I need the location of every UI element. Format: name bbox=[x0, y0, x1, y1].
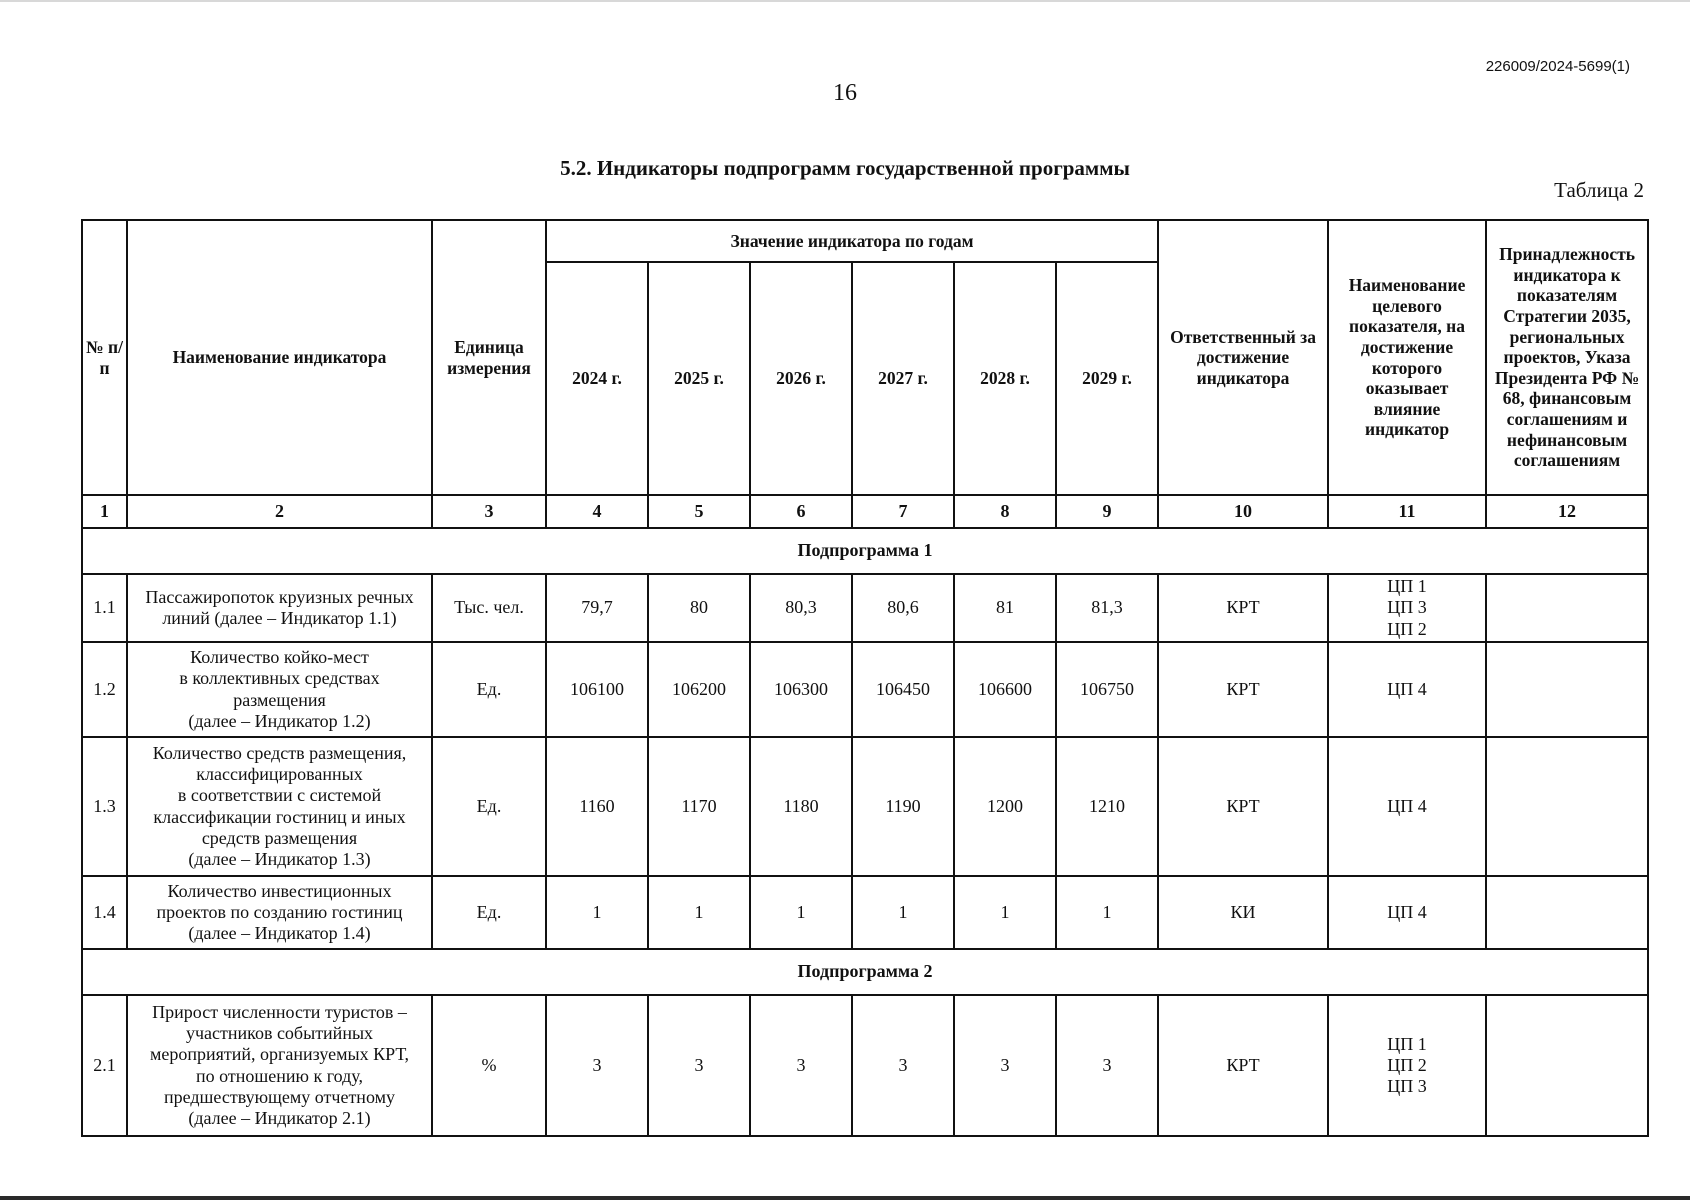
value-2027: 1 bbox=[852, 876, 954, 949]
value-2029: 1210 bbox=[1056, 737, 1158, 876]
document-id: 226009/2024-5699(1) bbox=[1485, 58, 1630, 75]
column-numbers-row bbox=[82, 495, 1648, 528]
value-2025: 3 bbox=[648, 995, 750, 1136]
target-indicator: ЦП 1 ЦП 3 ЦП 2 bbox=[1328, 574, 1486, 642]
indicator-row bbox=[82, 876, 1648, 949]
indicator-row bbox=[82, 642, 1648, 737]
header-target-indicator: Наименование целевого показателя, на достижение которого оказывает влияние индикатор bbox=[1328, 220, 1486, 495]
indicator-name: Прирост численности туристов – участников событийных мероприятий, организуемых КРТ, по отношению к году, предшествующему отчетному (далее – Индикатор 2.1) bbox=[127, 995, 432, 1136]
responsible: КРТ bbox=[1158, 642, 1328, 737]
column-number: 6 bbox=[750, 495, 852, 528]
column-number: 4 bbox=[546, 495, 648, 528]
value-2028: 1200 bbox=[954, 737, 1056, 876]
value-2028: 106600 bbox=[954, 642, 1056, 737]
subprogram-title: Подпрограмма 1 bbox=[82, 528, 1648, 574]
column-number: 3 bbox=[432, 495, 546, 528]
unit: Ед. bbox=[432, 642, 546, 737]
responsible: КРТ bbox=[1158, 737, 1328, 876]
header-year-2026: 2026 г. bbox=[750, 262, 852, 495]
indicator-name: Количество средств размещения, классифицированных в соответствии с системой классификации гостиниц и иных средств размещения (далее – Индикатор 1.3) bbox=[127, 737, 432, 876]
section-title: 5.2. Индикаторы подпрограмм государственной программы bbox=[560, 156, 1130, 180]
value-2029: 1 bbox=[1056, 876, 1158, 949]
unit: Тыс. чел. bbox=[432, 574, 546, 642]
row-num: 1.4 bbox=[82, 876, 127, 949]
row-num: 1.2 bbox=[82, 642, 127, 737]
header-year-2024: 2024 г. bbox=[546, 262, 648, 495]
table-caption: Таблица 2 bbox=[1554, 178, 1644, 202]
value-2025: 106200 bbox=[648, 642, 750, 737]
unit: Ед. bbox=[432, 737, 546, 876]
header-num: № п/п bbox=[82, 220, 127, 495]
value-2026: 80,3 bbox=[750, 574, 852, 642]
subprogram-row bbox=[82, 528, 1648, 574]
column-number: 7 bbox=[852, 495, 954, 528]
column-number: 2 bbox=[127, 495, 432, 528]
value-2028: 3 bbox=[954, 995, 1056, 1136]
header-unit: Единица измерения bbox=[432, 220, 546, 495]
column-number: 9 bbox=[1056, 495, 1158, 528]
indicator-row bbox=[82, 737, 1648, 876]
value-2026: 106300 bbox=[750, 642, 852, 737]
header-indicator-name: Наименование индикатора bbox=[127, 220, 432, 495]
value-2024: 3 bbox=[546, 995, 648, 1136]
column-number: 1 bbox=[82, 495, 127, 528]
value-2026: 1 bbox=[750, 876, 852, 949]
value-2028: 81 bbox=[954, 574, 1056, 642]
value-2024: 1 bbox=[546, 876, 648, 949]
unit: Ед. bbox=[432, 876, 546, 949]
target-indicator: ЦП 4 bbox=[1328, 876, 1486, 949]
bottom-border-line bbox=[0, 1196, 1690, 1200]
belonging bbox=[1486, 737, 1648, 876]
column-number: 8 bbox=[954, 495, 1056, 528]
value-2029: 81,3 bbox=[1056, 574, 1158, 642]
responsible: КИ bbox=[1158, 876, 1328, 949]
header-responsible: Ответственный за достижение индикатора bbox=[1158, 220, 1328, 495]
header-year-2027: 2027 г. bbox=[852, 262, 954, 495]
responsible: КРТ bbox=[1158, 574, 1328, 642]
value-2028: 1 bbox=[954, 876, 1056, 949]
value-2026: 1180 bbox=[750, 737, 852, 876]
value-2029: 106750 bbox=[1056, 642, 1158, 737]
indicator-name: Пассажиропоток круизных речных линий (далее – Индикатор 1.1) bbox=[127, 574, 432, 642]
column-number: 5 bbox=[648, 495, 750, 528]
value-2025: 80 bbox=[648, 574, 750, 642]
header-values-by-year: Значение индикатора по годам bbox=[546, 220, 1158, 262]
header-year-2025: 2025 г. bbox=[648, 262, 750, 495]
header-year-2029: 2029 г. bbox=[1056, 262, 1158, 495]
value-2024: 106100 bbox=[546, 642, 648, 737]
subprogram-row bbox=[82, 949, 1648, 995]
belonging bbox=[1486, 642, 1648, 737]
value-2025: 1 bbox=[648, 876, 750, 949]
row-num: 1.1 bbox=[82, 574, 127, 642]
header-year-2028: 2028 г. bbox=[954, 262, 1056, 495]
top-border-line bbox=[0, 0, 1690, 2]
header-belonging: Принадлежность индикатора к показателям Стратегии 2035, региональных проектов, Указа Президента РФ № 68, финансовым соглашениям и нефинансовым соглашениям bbox=[1486, 220, 1648, 495]
subprogram-title: Подпрограмма 2 bbox=[82, 949, 1648, 995]
row-num: 2.1 bbox=[82, 995, 127, 1136]
value-2024: 79,7 bbox=[546, 574, 648, 642]
value-2027: 1190 bbox=[852, 737, 954, 876]
belonging bbox=[1486, 876, 1648, 949]
target-indicator: ЦП 4 bbox=[1328, 737, 1486, 876]
value-2025: 1170 bbox=[648, 737, 750, 876]
value-2029: 3 bbox=[1056, 995, 1158, 1136]
indicator-row bbox=[82, 995, 1648, 1136]
value-2024: 1160 bbox=[546, 737, 648, 876]
target-indicator: ЦП 4 bbox=[1328, 642, 1486, 737]
unit: % bbox=[432, 995, 546, 1136]
belonging bbox=[1486, 995, 1648, 1136]
page-number: 16 bbox=[833, 80, 857, 106]
value-2026: 3 bbox=[750, 995, 852, 1136]
indicators-table bbox=[81, 219, 1649, 1137]
value-2027: 106450 bbox=[852, 642, 954, 737]
indicator-row bbox=[82, 574, 1648, 642]
column-number: 11 bbox=[1328, 495, 1486, 528]
belonging bbox=[1486, 574, 1648, 642]
value-2027: 80,6 bbox=[852, 574, 954, 642]
target-indicator: ЦП 1 ЦП 2 ЦП 3 bbox=[1328, 995, 1486, 1136]
indicator-name: Количество койко-мест в коллективных средствах размещения (далее – Индикатор 1.2) bbox=[127, 642, 432, 737]
row-num: 1.3 bbox=[82, 737, 127, 876]
responsible: КРТ bbox=[1158, 995, 1328, 1136]
column-number: 10 bbox=[1158, 495, 1328, 528]
value-2027: 3 bbox=[852, 995, 954, 1136]
indicator-name: Количество инвестиционных проектов по созданию гостиниц (далее – Индикатор 1.4) bbox=[127, 876, 432, 949]
column-number: 12 bbox=[1486, 495, 1648, 528]
